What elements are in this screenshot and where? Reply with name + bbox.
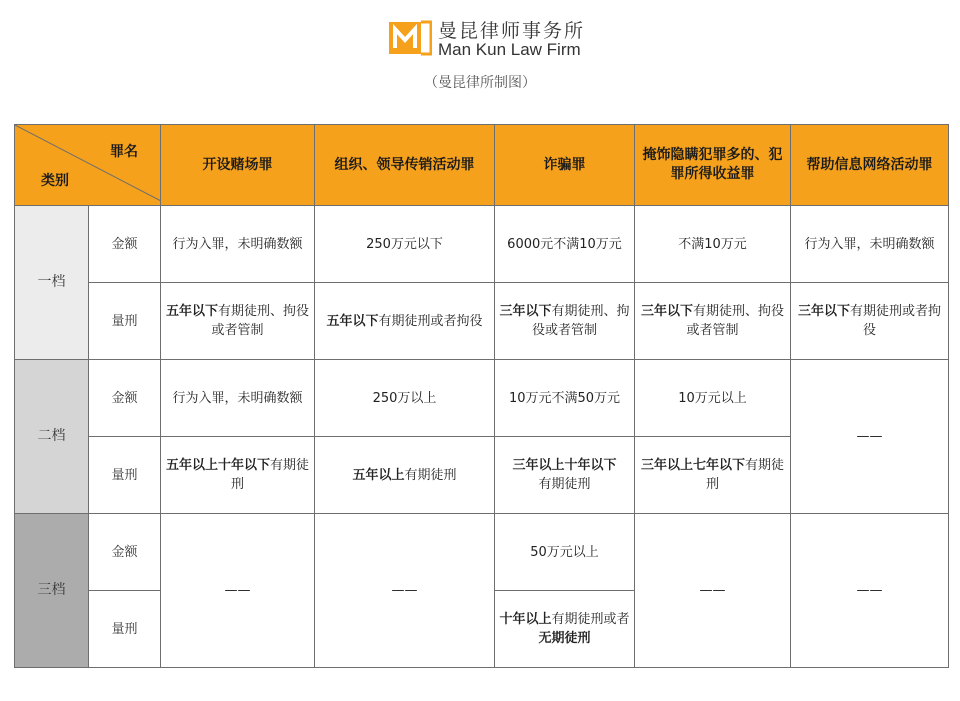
cell-text: 有期徒刑、拘役或者管制 xyxy=(686,304,785,338)
table-cell xyxy=(315,437,495,514)
penalty-table xyxy=(14,124,949,668)
diagonal-divider xyxy=(15,125,161,201)
cell-text: 有期徒刑或者拘役 xyxy=(378,313,483,329)
table-cell: 不满10万元 xyxy=(635,206,791,283)
cell-text: 有期徒刑 xyxy=(230,458,310,492)
table-cell xyxy=(495,437,635,514)
column-header: 开设赌场罪 xyxy=(161,125,315,206)
row-label-sentence: 量刑 xyxy=(89,437,161,514)
bold-term: 十年以上 xyxy=(499,612,552,627)
header xyxy=(0,0,960,100)
column-header: 掩饰隐瞒犯罪多的、犯罪所得收益罪 xyxy=(635,125,791,206)
table-cell xyxy=(161,283,315,360)
bold-term: 三年以下 xyxy=(797,304,850,319)
corner-label-crime: 罪名 xyxy=(110,144,138,160)
cell-text: 有期徒刑、拘役或者管制 xyxy=(531,304,630,338)
table-cell-empty: —— xyxy=(161,514,315,668)
column-header: 组织、领导传销活动罪 xyxy=(315,125,495,206)
cell-text: 有期徒刑 xyxy=(404,467,457,483)
table-cell xyxy=(315,283,495,360)
cell-text: 有期徒刑或者 xyxy=(551,612,630,627)
table-cell xyxy=(791,283,949,360)
bold-term: 三年以下 xyxy=(499,304,552,319)
table-header-row xyxy=(15,125,949,206)
bold-term: 五年以下 xyxy=(326,313,379,329)
mankun-logo-icon xyxy=(388,18,432,58)
table-row xyxy=(15,206,949,283)
table-cell: 行为入罪，未明确数额 xyxy=(161,206,315,283)
bold-term: 三年以下 xyxy=(640,304,693,319)
table-row xyxy=(15,283,949,360)
cell-text: 有期徒刑、拘役或者管制 xyxy=(211,304,310,338)
bold-term: 五年以上 xyxy=(352,467,405,483)
table-cell xyxy=(495,283,635,360)
bold-term: 三年以上七年以下 xyxy=(640,458,745,473)
table-cell-empty: —— xyxy=(791,514,949,668)
table-cell-empty: —— xyxy=(635,514,791,668)
firm-name-cn: 曼昆律师事务所 xyxy=(438,20,586,42)
cell-text: 有期徒刑或者拘役 xyxy=(850,304,942,338)
table-cell-empty: —— xyxy=(791,360,949,514)
bold-term: 五年以上十年以下 xyxy=(165,458,270,473)
row-label-sentence: 量刑 xyxy=(89,591,161,668)
row-label-sentence: 量刑 xyxy=(89,283,161,360)
tier-label: 二档 xyxy=(15,360,89,514)
bold-term: 无期徒刑 xyxy=(538,631,591,646)
tier-label: 三档 xyxy=(15,514,89,668)
table-cell xyxy=(635,437,791,514)
table-cell: 250万以上 xyxy=(315,360,495,437)
table-cell xyxy=(495,591,635,668)
row-label-amount: 金额 xyxy=(89,206,161,283)
table-row xyxy=(15,514,949,591)
table-cell: 行为入罪，未明确数额 xyxy=(161,360,315,437)
table-cell: 行为入罪，未明确数额 xyxy=(791,206,949,283)
table-cell: 6000元不满10万元 xyxy=(495,206,635,283)
table-cell xyxy=(161,437,315,514)
corner-header xyxy=(15,125,161,206)
tier-label: 一档 xyxy=(15,206,89,360)
row-label-amount: 金额 xyxy=(89,360,161,437)
caption: （曼昆律所制图） xyxy=(424,75,536,91)
cell-text: 有期徒刑 xyxy=(538,477,591,492)
row-label-amount: 金额 xyxy=(89,514,161,591)
cell-text: 有期徒刑 xyxy=(705,458,785,492)
bold-term: 五年以下 xyxy=(165,304,218,319)
table-row xyxy=(15,360,949,437)
table-cell: 10万元不满50万元 xyxy=(495,360,635,437)
column-header: 诈骗罪 xyxy=(495,125,635,206)
bold-term: 三年以上十年以下 xyxy=(512,458,617,473)
table-cell-empty: —— xyxy=(315,514,495,668)
table-cell: 10万元以上 xyxy=(635,360,791,437)
table-cell xyxy=(635,283,791,360)
firm-name-en: Man Kun Law Firm xyxy=(438,40,581,59)
table-cell: 50万元以上 xyxy=(495,514,635,591)
column-header: 帮助信息网络活动罪 xyxy=(791,125,949,206)
corner-label-category: 类别 xyxy=(41,173,69,189)
table-cell: 250万元以下 xyxy=(315,206,495,283)
